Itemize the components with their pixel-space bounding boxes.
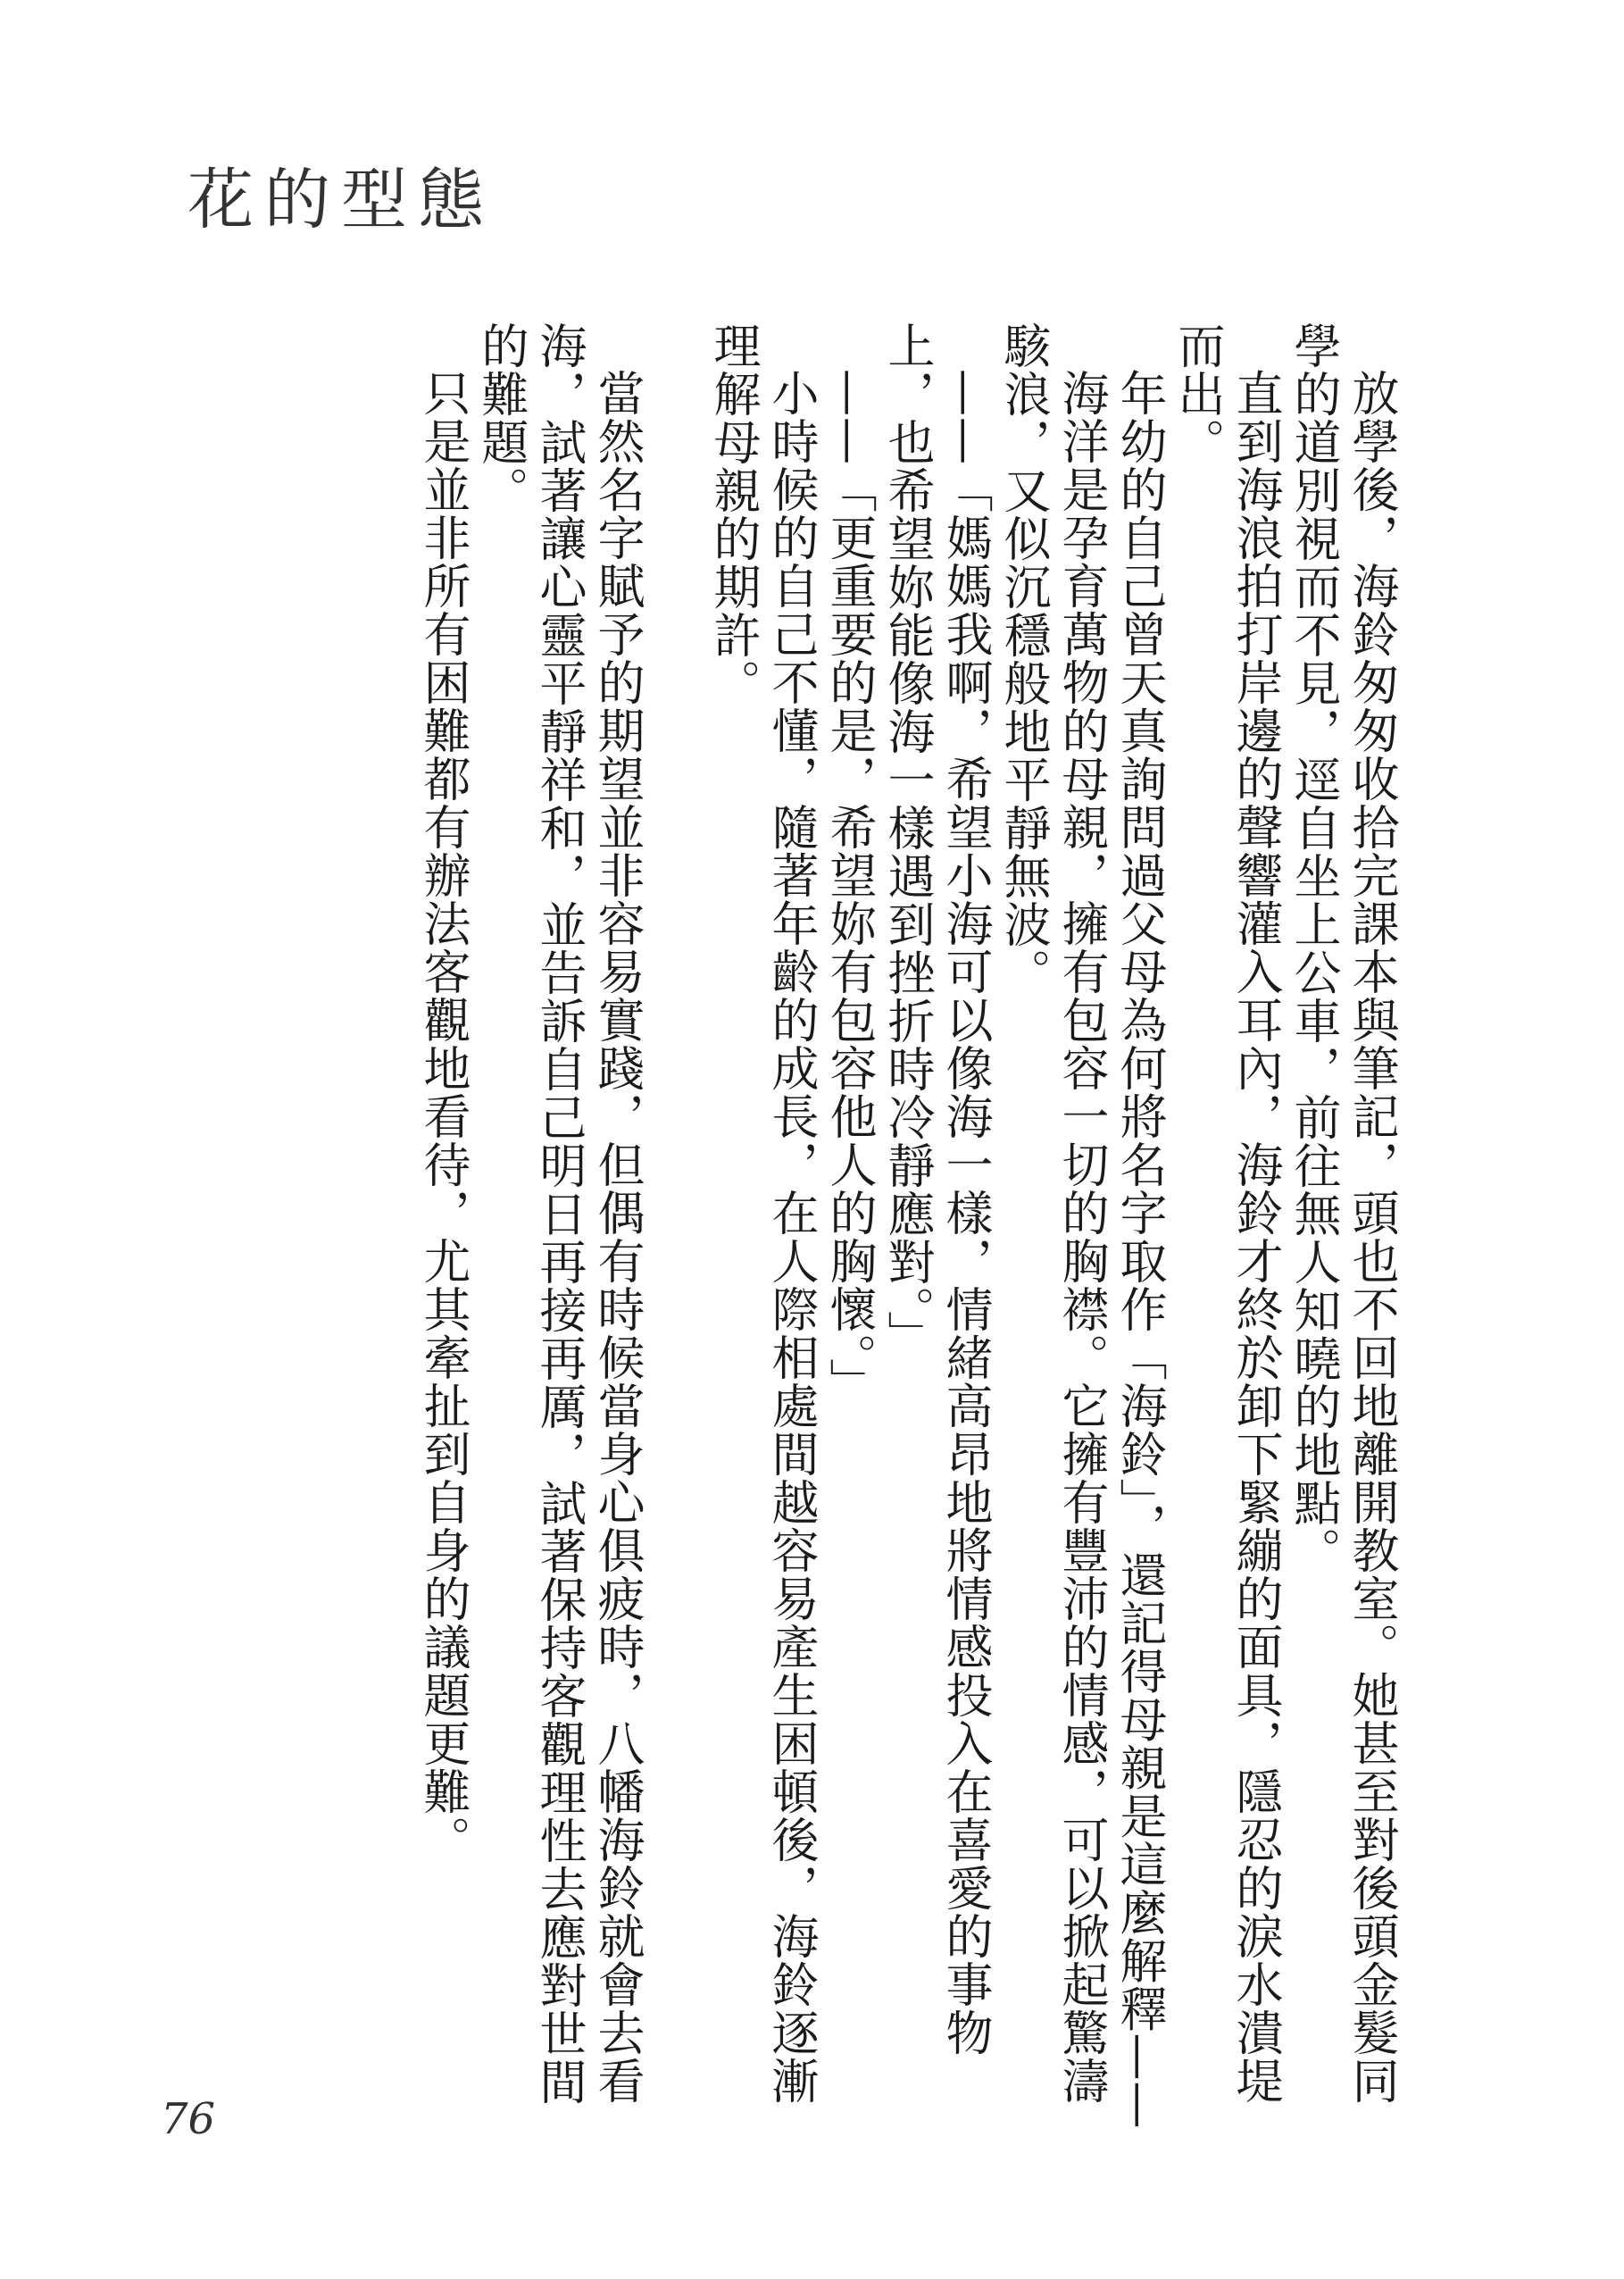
- paragraph: 海洋是孕育萬物的母親，擁有包容一切的胸襟。它擁有豐沛的情感，可以掀起驚濤駭浪，又似沉穩般地平靜無波。: [996, 321, 1109, 2105]
- paragraph: 年幼的自己曾天真詢問過父母為何將名字取作「海鈴」，還記得母親是這麼解釋——: [1112, 369, 1167, 2130]
- paragraph: ——「更重要的是，希望妳有包容他人的胸懷。」: [822, 369, 877, 1407]
- paragraph-spacer: [646, 321, 704, 2152]
- page-number: 76: [161, 2094, 216, 2144]
- paragraph: 只是並非所有困難都有辦法客觀地看待，尤其牽扯到自身的議題更難。: [416, 369, 471, 1864]
- paragraph: 直到海浪拍打岸邊的聲響灌入耳內，海鈴才終於卸下緊繃的面具，隱忍的淚水潰堤而出。: [1170, 321, 1283, 2105]
- body-text: [414, 321, 1401, 2152]
- running-header-title: 花的型態: [187, 162, 495, 238]
- paragraph: 當然名字賦予的期望並非容易實踐，但偶有時候當身心俱疲時，八幡海鈴就會去看海，試著讓心靈平靜祥和，並告訴自己明日再接再厲，試著保持客觀理性去應對世間的難題。: [474, 321, 645, 2106]
- paragraph: 放學後，海鈴匆匆收拾完課本與筆記，頭也不回地離開教室。她甚至對後頭金髮同學的道別視而不見，逕自坐上公車，前往無人知曉的地點。: [1287, 321, 1399, 2105]
- paragraph: 小時候的自己不懂，隨著年齡的成長，在人際相處間越容易產生困頓後，海鈴逐漸理解母親的期許。: [706, 321, 819, 2105]
- paragraph: ——「媽媽我啊，希望小海可以像海一樣，情緒高昂地將情感投入在喜愛的事物上，也希望妳能像海一樣遇到挫折時冷靜應對。」: [880, 321, 993, 2057]
